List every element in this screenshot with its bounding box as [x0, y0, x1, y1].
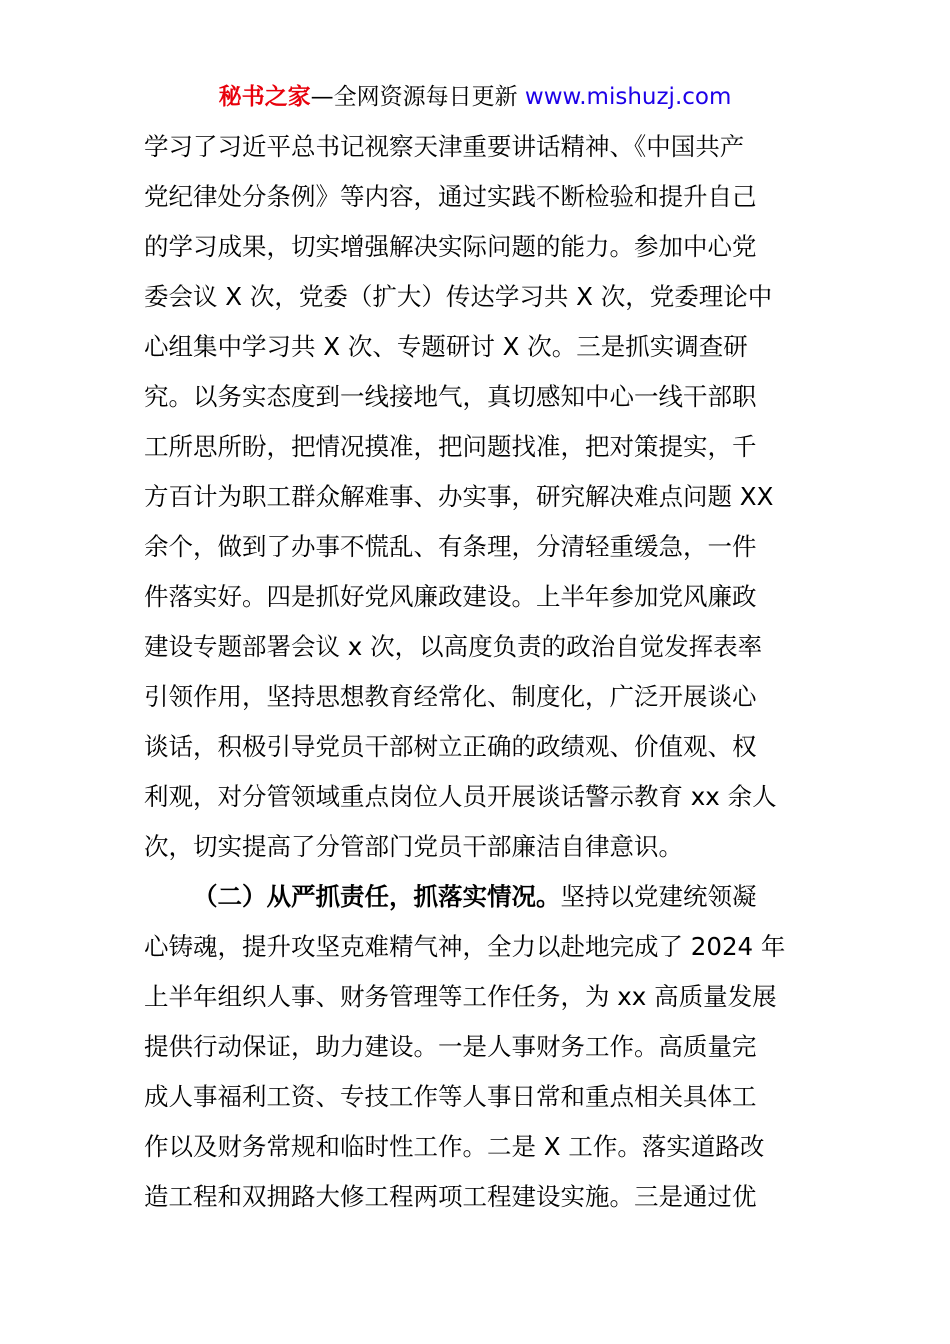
section-heading: （二）从严抓责任，抓落实情况。: [193, 882, 561, 911]
site-header: [0, 80, 950, 114]
text-line: 心组集中学习共 X 次、专题研讨 X 次。三是抓实调查研: [144, 332, 748, 361]
site-brand: 秘书之家: [218, 84, 311, 110]
text-line: 上半年组织人事、财务管理等工作任务，为 xx 高质量发展: [144, 982, 777, 1011]
text-line: 心铸魂，提升攻坚克难精气神，全力以赴地完成了 2024 年: [144, 932, 786, 961]
text-line: 究。以务实态度到一线接地气，真切感知中心一线干部职: [144, 382, 757, 411]
section-heading-rest: 坚持以党建统领凝: [560, 882, 757, 911]
section-heading-line: [144, 872, 814, 922]
text-line: 工所思所盼，把情况摸准，把问题找准，把对策提实，千: [144, 432, 757, 461]
text-line: 建设专题部署会议 x 次，以高度负责的政治自觉发挥表率: [144, 632, 763, 661]
text-line: 党纪律处分条例》等内容，通过实践不断检验和提升自己: [144, 182, 757, 211]
text-line: 成人事福利工资、专技工作等人事日常和重点相关具体工: [144, 1082, 757, 1111]
text-line: 余个，做到了办事不慌乱、有条理，分清轻重缓急，一件: [144, 532, 757, 561]
site-url-link[interactable]: www.mishuzj.com: [524, 84, 732, 110]
text-line: 提供行动保证，助力建设。一是人事财务工作。高质量完: [144, 1032, 757, 1061]
text-line: 次，切实提高了分管部门党员干部廉洁自律意识。: [144, 832, 683, 861]
text-line: 委会议 X 次，党委（扩大）传达学习共 X 次，党委理论中: [144, 282, 773, 311]
text-line: 谈话，积极引导党员干部树立正确的政绩观、价值观、权: [144, 732, 757, 761]
site-tagline: —全网资源每日更新: [310, 84, 525, 110]
text-line: 的学习成果，切实增强解决实际问题的能力。参加中心党: [144, 232, 757, 261]
text-line: 利观，对分管领域重点岗位人员开展谈话警示教育 xx 余人: [144, 782, 777, 811]
text-line: 作以及财务常规和临时性工作。二是 X 工作。落实道路改: [144, 1132, 765, 1161]
text-line: 学习了习近平总书记视察天津重要讲话精神、《中国共产: [144, 132, 745, 161]
text-line: 件落实好。四是抓好党风廉政建设。上半年参加党风廉政: [144, 582, 757, 611]
text-line: 造工程和双拥路大修工程两项工程建设实施。三是通过优: [144, 1182, 757, 1211]
text-line: 方百计为职工群众解难事、办实事，研究解决难点问题 XX: [144, 482, 774, 511]
document-body: [144, 122, 814, 1222]
text-line: 引领作用，坚持思想教育经常化、制度化，广泛开展谈心: [144, 682, 757, 711]
